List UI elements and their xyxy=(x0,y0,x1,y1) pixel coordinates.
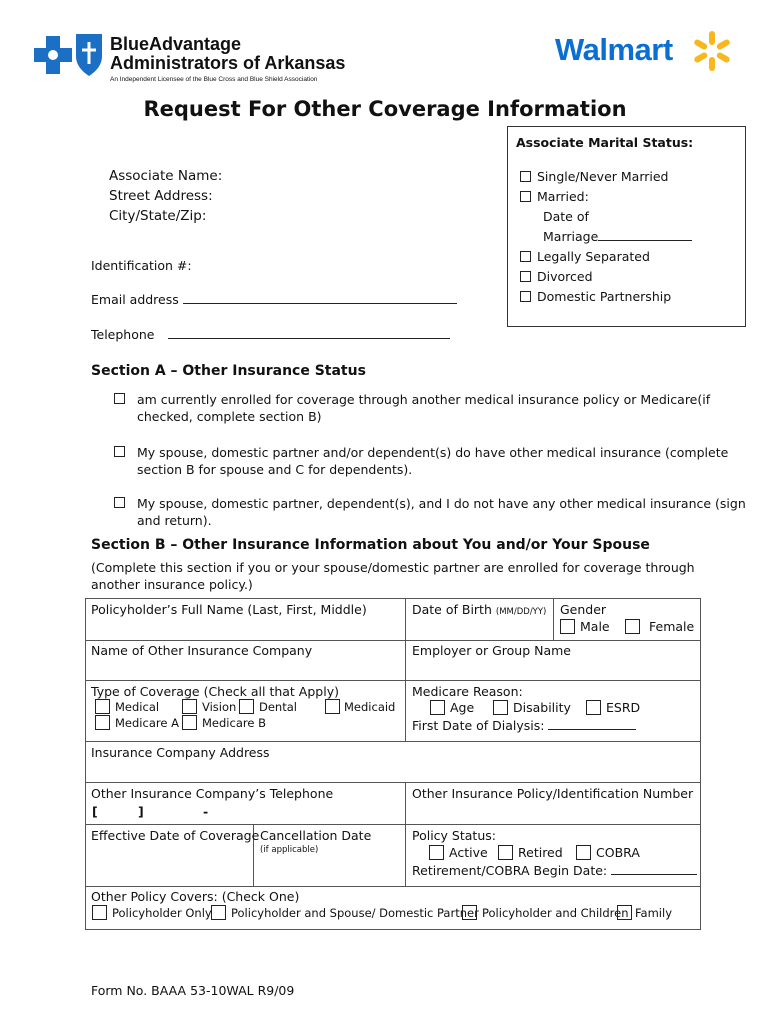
form-number: Form No. BAAA 53-10WAL R9/09 xyxy=(91,983,295,998)
checkbox[interactable] xyxy=(586,700,601,715)
marriage-label: Marriage xyxy=(543,229,599,244)
marital-married-option[interactable] xyxy=(520,189,589,204)
email-line[interactable] xyxy=(183,293,457,304)
coverage-medicaid-option[interactable] xyxy=(325,700,395,715)
option-label: Married: xyxy=(537,189,589,204)
marital-separated-option[interactable] xyxy=(520,249,650,264)
option-label: Retired xyxy=(518,845,563,860)
covers-family-option[interactable] xyxy=(617,906,672,921)
covers-holder-option[interactable] xyxy=(92,906,212,921)
checkbox[interactable] xyxy=(95,699,110,714)
status-retired-option[interactable] xyxy=(498,845,563,861)
company-name-label: Name of Other Insurance Company xyxy=(91,643,313,658)
coverage-dental-option[interactable] xyxy=(239,700,297,715)
text-line: another insurance policy.) xyxy=(91,577,253,592)
option-label: ESRD xyxy=(606,700,641,715)
policy-status-label: Policy Status: xyxy=(412,828,496,843)
option-label: Domestic Partnership xyxy=(537,289,672,304)
checkbox[interactable] xyxy=(560,619,575,634)
walmart-spark-icon xyxy=(691,30,733,72)
begin-date-line[interactable] xyxy=(611,864,697,875)
option-label: Medicaid xyxy=(344,700,396,714)
phone-close-bracket: ] xyxy=(138,804,144,819)
checkbox[interactable] xyxy=(182,699,197,714)
bcbs-name xyxy=(110,35,345,73)
checkbox[interactable] xyxy=(114,393,125,404)
section-a-option-1-text xyxy=(137,391,710,425)
option-label: Medicare B xyxy=(202,716,266,730)
checkbox[interactable] xyxy=(430,700,445,715)
policyholder-name-label: Policyholder’s Full Name (Last, First, Middle) xyxy=(91,602,367,617)
text-line: and return). xyxy=(137,513,212,528)
email-label: Email address xyxy=(91,292,179,307)
section-a-option-3-text xyxy=(137,495,746,529)
email-field[interactable] xyxy=(91,292,457,307)
col-divider xyxy=(405,598,406,741)
row-divider xyxy=(85,640,700,641)
associate-name-label: Associate Name: xyxy=(109,168,223,184)
telephone-line[interactable] xyxy=(168,328,450,339)
checkbox[interactable] xyxy=(617,905,632,920)
text-line: section B for spouse and C for dependents). xyxy=(137,462,413,477)
gender-male-option[interactable] xyxy=(560,619,610,635)
text-line: (Complete this section if you or your spouse/domestic partner are enrolled for coverage through xyxy=(91,560,695,575)
row-divider xyxy=(85,741,700,742)
checkbox[interactable] xyxy=(625,619,640,634)
option-label: Family xyxy=(635,906,673,920)
option-label: Medical xyxy=(115,700,160,714)
option-label: Policyholder and Spouse/ Domestic Partner xyxy=(231,906,479,920)
option-label: Legally Separated xyxy=(537,249,650,264)
city-state-zip-label: City/State/Zip: xyxy=(109,208,207,224)
option-label: Female xyxy=(649,619,695,634)
section-a-heading: Section A – Other Insurance Status xyxy=(91,363,366,379)
checkbox[interactable] xyxy=(114,497,125,508)
row-divider xyxy=(85,782,700,783)
company-address-label: Insurance Company Address xyxy=(91,745,270,760)
page-title: Request For Other Coverage Information xyxy=(143,97,627,121)
marital-divorced-option[interactable] xyxy=(520,269,593,284)
option-label: Medicare A xyxy=(115,716,179,730)
section-a-option-2[interactable] xyxy=(114,444,131,459)
checkbox[interactable] xyxy=(462,905,477,920)
option-label: Male xyxy=(580,619,610,634)
checkbox[interactable] xyxy=(92,905,107,920)
checkbox[interactable] xyxy=(576,845,591,860)
option-label: Vision xyxy=(202,700,237,714)
identification-label: Identification #: xyxy=(91,258,192,273)
dialysis-line[interactable] xyxy=(548,719,636,730)
effective-date-label: Effective Date of Coverage xyxy=(91,828,260,843)
policy-covers-label: Other Policy Covers: (Check One) xyxy=(91,889,300,904)
marriage-date-line[interactable] xyxy=(598,230,692,241)
checkbox[interactable] xyxy=(211,905,226,920)
text-line: My spouse, domestic partner and/or dependent(s) do have other medical insurance (complete xyxy=(137,445,729,460)
row-divider xyxy=(85,680,700,681)
option-label: Policyholder Only xyxy=(112,906,212,920)
section-b-heading: Section B – Other Insurance Information about You and/or Your Spouse xyxy=(91,537,650,553)
company-phone-label: Other Insurance Company’s Telephone xyxy=(91,786,334,801)
section-a-option-2-text xyxy=(137,444,728,478)
dialysis-label: First Date of Dialysis: xyxy=(412,718,545,733)
option-label: Disability xyxy=(513,700,571,715)
reason-esrd-option[interactable] xyxy=(586,700,640,716)
checkbox[interactable] xyxy=(429,845,444,860)
gender-female-option[interactable] xyxy=(625,619,694,635)
bcbs-name-line2: Administrators of Arkansas xyxy=(110,53,346,73)
row-divider xyxy=(85,824,700,825)
telephone-label: Telephone xyxy=(91,327,155,342)
marital-date-of-label: Date of xyxy=(543,209,589,224)
checkbox[interactable] xyxy=(182,715,197,730)
begin-date-label: Retirement/COBRA Begin Date: xyxy=(412,863,608,878)
street-address-label: Street Address: xyxy=(109,188,213,204)
coverage-medicare-b-option[interactable] xyxy=(182,716,266,731)
checkbox[interactable] xyxy=(520,251,531,262)
marital-single-option[interactable] xyxy=(520,169,668,184)
section-a-option-3[interactable] xyxy=(114,495,131,510)
col-divider xyxy=(405,782,406,886)
gender-label: Gender xyxy=(560,602,607,617)
checkbox[interactable] xyxy=(520,291,531,302)
checkbox[interactable] xyxy=(520,271,531,282)
option-label: Single/Never Married xyxy=(537,169,669,184)
option-label: Active xyxy=(449,845,488,860)
dob-text: Date of Birth xyxy=(412,602,492,617)
if-applicable-note: (if applicable) xyxy=(260,845,319,855)
cancellation-date-label: Cancellation Date xyxy=(260,828,372,843)
associate-address-block xyxy=(109,166,222,226)
reason-disability-option[interactable] xyxy=(493,700,571,716)
checkbox[interactable] xyxy=(114,446,125,457)
dob-format: (MM/DD/YY) xyxy=(495,607,547,617)
option-label: Policyholder and Children xyxy=(482,906,629,920)
checkbox[interactable] xyxy=(498,845,513,860)
bcbs-name-line1: BlueAdvantage xyxy=(110,34,242,54)
text-line: checked, complete section B) xyxy=(137,409,322,424)
checkbox[interactable] xyxy=(493,700,508,715)
phone-open-bracket: [ xyxy=(92,804,98,819)
covers-spouse-option[interactable] xyxy=(211,906,479,921)
marriage-date-field[interactable] xyxy=(543,229,692,244)
medicare-reason-label: Medicare Reason: xyxy=(412,684,523,699)
coverage-medicare-a-option[interactable] xyxy=(95,716,179,731)
option-label: Divorced xyxy=(537,269,593,284)
walmart-logo-text: Walmart xyxy=(555,32,673,67)
marital-heading: Associate Marital Status: xyxy=(516,135,694,150)
coverage-vision-option[interactable] xyxy=(182,700,236,715)
checkbox[interactable] xyxy=(520,171,531,182)
covers-children-option[interactable] xyxy=(462,906,629,921)
option-label: Age xyxy=(450,700,475,715)
phone-dash: - xyxy=(203,804,209,819)
coverage-type-label: Type of Coverage (Check all that Apply) xyxy=(91,684,339,699)
text-line: am currently enrolled for coverage through another medical insurance policy or Medicare(if xyxy=(137,392,711,407)
bcbs-logo xyxy=(32,30,106,78)
telephone-field[interactable] xyxy=(91,327,450,342)
dob-label xyxy=(412,602,546,617)
section-a-option-1[interactable] xyxy=(114,391,131,406)
employer-label: Employer or Group Name xyxy=(412,643,571,658)
reason-age-option[interactable] xyxy=(430,700,474,716)
checkbox[interactable] xyxy=(95,715,110,730)
col-divider xyxy=(553,598,554,640)
marital-domestic-option[interactable] xyxy=(520,289,671,304)
policy-id-label: Other Insurance Policy/Identification Number xyxy=(412,786,694,801)
option-label: Dental xyxy=(259,700,297,714)
dialysis-date-field[interactable] xyxy=(412,718,636,733)
status-cobra-option[interactable] xyxy=(576,845,640,861)
begin-date-field[interactable] xyxy=(412,863,697,878)
bcbs-cross-shield-icon xyxy=(32,30,106,78)
row-divider xyxy=(85,886,700,887)
checkbox[interactable] xyxy=(520,191,531,202)
text-line: My spouse, domestic partner, dependent(s), and I do not have any other medical insurance (sign xyxy=(137,496,746,511)
section-b-note xyxy=(91,559,695,593)
coverage-medical-option[interactable] xyxy=(95,700,159,715)
option-label: COBRA xyxy=(596,845,640,860)
status-active-option[interactable] xyxy=(429,845,488,861)
checkbox[interactable] xyxy=(239,699,254,714)
checkbox[interactable] xyxy=(325,699,340,714)
bcbs-tagline: An Independent Licensee of the Blue Cross and Blue Shield Association xyxy=(110,76,318,83)
